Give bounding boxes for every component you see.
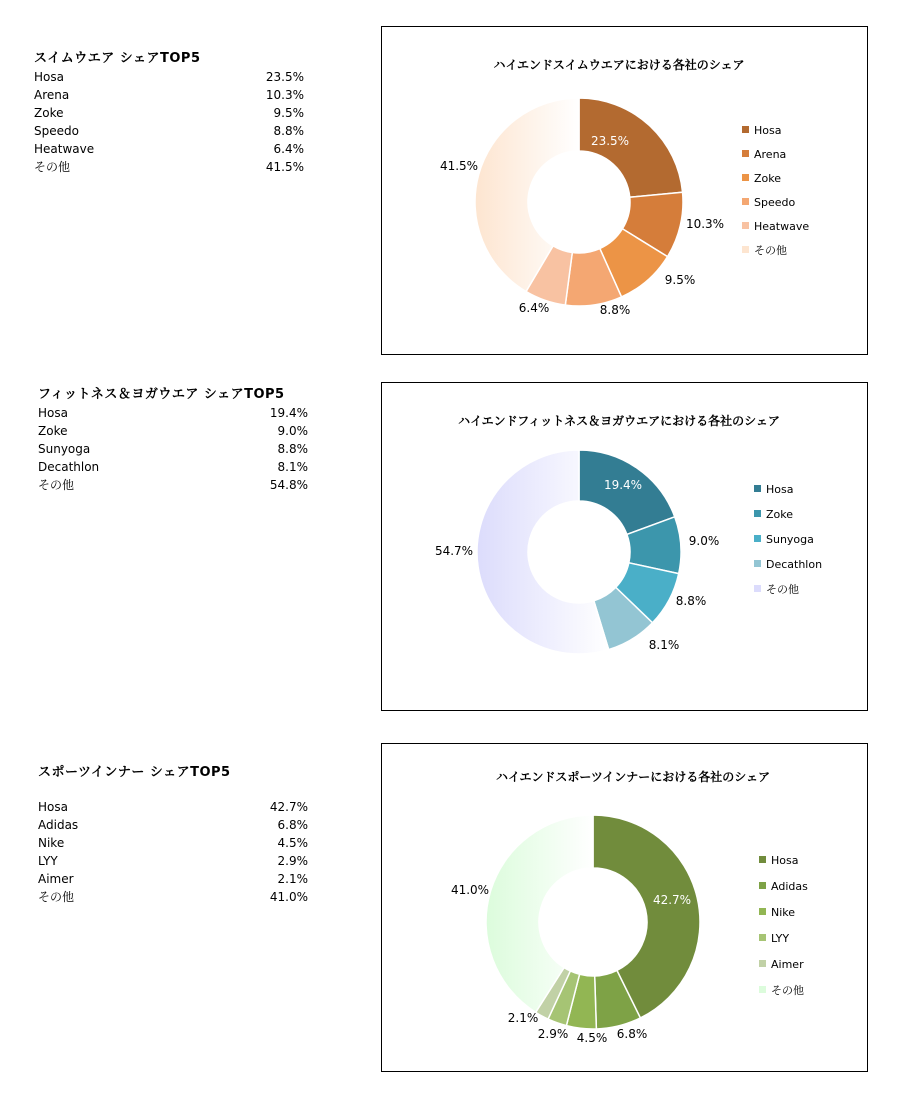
table-row xyxy=(38,870,308,888)
legend-label-nike: Nike xyxy=(771,906,796,919)
legend-label-speedo: Speedo xyxy=(754,196,796,209)
row-name: Arena xyxy=(34,88,70,102)
legend-swatch-adidas xyxy=(759,882,766,889)
row-name: Aimer xyxy=(38,872,74,886)
legend-label-hosa: Hosa xyxy=(754,124,782,137)
legend-swatch-other-5 xyxy=(759,986,766,993)
table-row xyxy=(34,86,304,104)
data-label-other-4: 54.7% xyxy=(434,544,474,558)
row-name: その他 xyxy=(38,890,75,904)
legend-swatch-heatwave xyxy=(742,222,749,229)
table-row xyxy=(38,798,308,816)
row-value: 6.4% xyxy=(273,142,304,156)
row-value: 9.0% xyxy=(277,424,308,438)
inner-chart-box xyxy=(381,743,868,1072)
legend-label-adidas: Adidas xyxy=(771,880,808,893)
chart-title: ハイエンドスイムウエアにおける各社のシェア xyxy=(493,58,745,72)
row-name: Zoke xyxy=(38,424,68,438)
table-title: スポーツインナー シェアTOP5 xyxy=(38,765,231,780)
row-value: 6.8% xyxy=(277,818,308,832)
legend-swatch-hosa xyxy=(759,856,766,863)
legend-swatch-zoke xyxy=(754,510,761,517)
row-name: Speedo xyxy=(34,124,79,138)
legend-label-heatwave: Heatwave xyxy=(754,220,810,233)
row-name: Hosa xyxy=(34,70,64,84)
data-label-decathlon: 8.1% xyxy=(648,638,680,652)
table-row xyxy=(38,422,308,440)
legend-label-hosa: Hosa xyxy=(771,854,799,867)
legend-swatch-lyy xyxy=(759,934,766,941)
row-value: 8.8% xyxy=(277,442,308,456)
data-label-zoke: 9.0% xyxy=(688,534,720,548)
row-value: 2.1% xyxy=(277,872,308,886)
row-value: 42.7% xyxy=(269,800,308,814)
legend-label-lyy: LYY xyxy=(771,932,790,945)
swim-chart-box xyxy=(381,26,868,355)
row-value: 9.5% xyxy=(273,106,304,120)
legend-swatch-other-5 xyxy=(742,246,749,253)
table-row xyxy=(38,852,308,870)
row-value: 8.8% xyxy=(273,124,304,138)
fitness-donut-chart xyxy=(382,383,867,710)
legend-label-zoke: Zoke xyxy=(754,172,782,185)
data-label-aimer: 2.1% xyxy=(507,1011,539,1025)
data-label-adidas: 6.8% xyxy=(616,1027,648,1041)
data-label-sunyoga: 8.8% xyxy=(675,594,707,608)
row-name: Hosa xyxy=(38,800,68,814)
row-name: Zoke xyxy=(34,106,64,120)
data-label-hosa: 23.5% xyxy=(590,134,630,148)
legend-swatch-sunyoga xyxy=(754,535,761,542)
table-row xyxy=(34,68,304,86)
table-row xyxy=(38,440,308,458)
legend-swatch-other-4 xyxy=(754,585,761,592)
legend-swatch-hosa xyxy=(742,126,749,133)
swim-donut-chart xyxy=(382,27,867,354)
table-title: フィットネス＆ヨガウエア シェアTOP5 xyxy=(38,387,285,402)
row-value: 41.5% xyxy=(265,160,304,174)
swim-share-table xyxy=(34,47,304,176)
legend-label-sunyoga: Sunyoga xyxy=(766,533,814,546)
row-name: Adidas xyxy=(38,818,79,832)
row-name: その他 xyxy=(38,478,75,492)
legend-swatch-aimer xyxy=(759,960,766,967)
table-row xyxy=(38,834,308,852)
row-name: Heatwave xyxy=(34,142,95,156)
data-label-hosa: 19.4% xyxy=(603,478,643,492)
legend-label-aimer: Aimer xyxy=(771,958,804,971)
data-label-speedo: 8.8% xyxy=(599,303,631,317)
legend-swatch-speedo xyxy=(742,198,749,205)
legend-swatch-nike xyxy=(759,908,766,915)
row-name: Hosa xyxy=(38,406,68,420)
row-name: Nike xyxy=(38,836,65,850)
inner-share-table xyxy=(38,761,308,906)
data-label-nike: 4.5% xyxy=(576,1031,608,1045)
data-label-zoke: 9.5% xyxy=(664,273,696,287)
chart-title: ハイエンドフィットネス＆ヨガウエアにおける各社のシェア xyxy=(458,414,780,428)
legend-label-zoke: Zoke xyxy=(766,508,794,521)
row-value: 54.8% xyxy=(269,478,308,492)
row-value: 4.5% xyxy=(277,836,308,850)
data-label-hosa: 42.7% xyxy=(652,893,692,907)
row-value: 8.1% xyxy=(277,460,308,474)
row-value: 41.0% xyxy=(269,890,308,904)
table-title: スイムウエア シェアTOP5 xyxy=(34,51,201,66)
legend-label-other-5: その他 xyxy=(754,244,787,257)
legend-label-hosa: Hosa xyxy=(766,483,794,496)
row-name: Sunyoga xyxy=(38,442,91,456)
table-row xyxy=(38,816,308,834)
row-name: Decathlon xyxy=(38,460,100,474)
legend-swatch-hosa xyxy=(754,485,761,492)
table-row xyxy=(34,158,304,176)
legend-swatch-decathlon xyxy=(754,560,761,567)
table-row xyxy=(34,140,304,158)
table-row xyxy=(34,122,304,140)
legend-label-arena: Arena xyxy=(754,148,787,161)
row-value: 2.9% xyxy=(277,854,308,868)
legend-swatch-zoke xyxy=(742,174,749,181)
inner-donut-chart xyxy=(382,744,867,1071)
table-row xyxy=(34,104,304,122)
data-label-other-5: 41.0% xyxy=(450,883,490,897)
table-row xyxy=(38,888,308,906)
legend-label-decathlon: Decathlon xyxy=(766,558,823,571)
row-value: 10.3% xyxy=(265,88,304,102)
fitness-share-table xyxy=(38,383,308,494)
fitness-chart-box xyxy=(381,382,868,711)
data-label-lyy: 2.9% xyxy=(537,1027,569,1041)
legend-swatch-arena xyxy=(742,150,749,157)
table-row xyxy=(38,476,308,494)
row-value: 23.5% xyxy=(265,70,304,84)
row-name: その他 xyxy=(34,160,71,174)
data-label-other-5: 41.5% xyxy=(439,159,479,173)
legend-label-other-4: その他 xyxy=(766,583,799,596)
row-value: 19.4% xyxy=(269,406,308,420)
legend-label-other-5: その他 xyxy=(771,984,804,997)
chart-title: ハイエンドスポーツインナーにおける各社のシェア xyxy=(495,770,771,784)
row-name: LYY xyxy=(38,854,58,868)
data-label-heatwave: 6.4% xyxy=(518,301,550,315)
table-row xyxy=(38,458,308,476)
table-row xyxy=(38,404,308,422)
data-label-arena: 10.3% xyxy=(685,217,725,231)
